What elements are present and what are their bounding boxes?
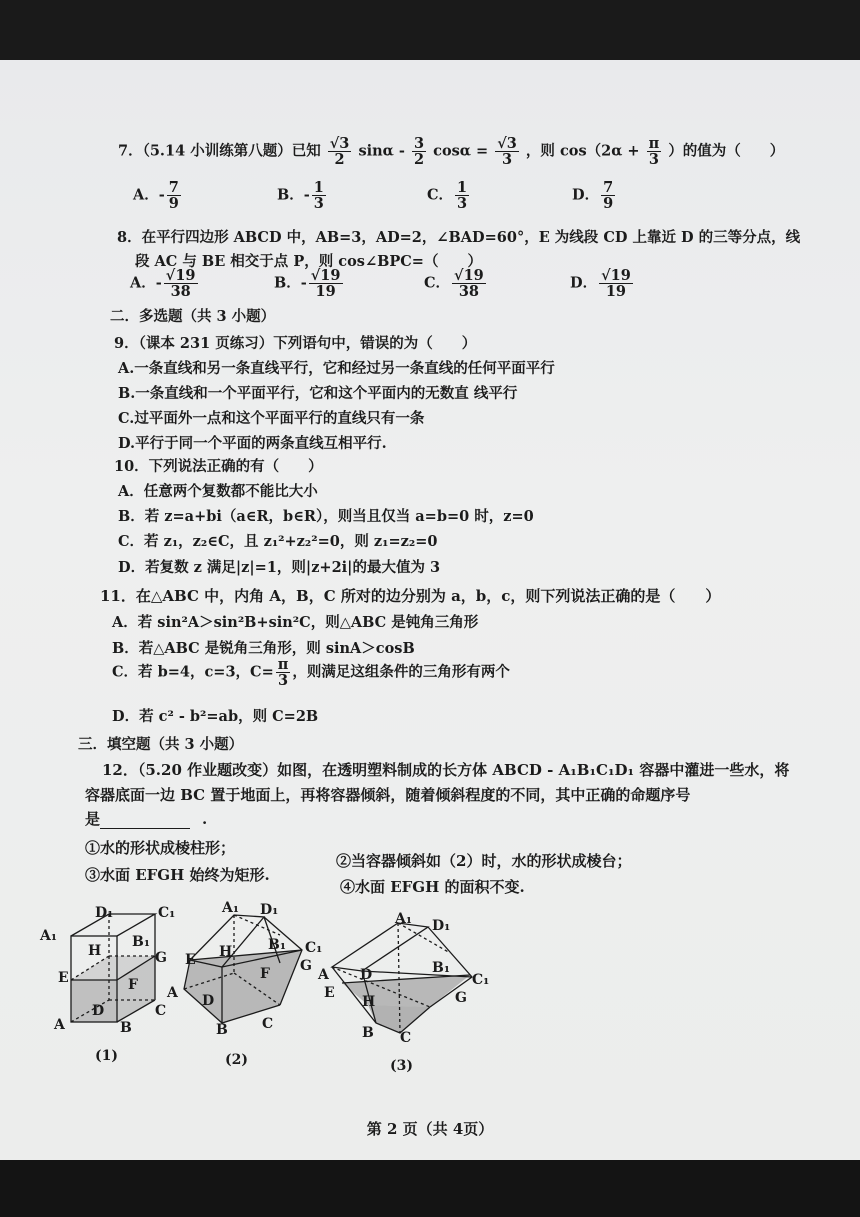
figure-1-caption: (1) (95, 1048, 118, 1064)
label-b1: B₁ (268, 937, 286, 953)
label-d: D (202, 993, 215, 1009)
label-c1: C₁ (472, 972, 490, 988)
q11-option-a: A．若 sin²A＞sin²B+sin²C，则△ABC 是钝角三角形 (112, 614, 479, 631)
section-2-heading: 二．多选题（共 3 小题） (110, 308, 276, 325)
label-d1: D₁ (95, 905, 114, 921)
figure-1-box (55, 910, 175, 1040)
label-d: D (360, 967, 373, 983)
label-a: A (318, 967, 329, 983)
label-c1: C₁ (158, 905, 176, 921)
label-a1: A₁ (40, 928, 57, 944)
label-d: D (92, 1003, 105, 1019)
q8-option-c: C． $\frac{√19}{38}$ (424, 267, 484, 301)
q10-option-d: D．若复数 z 满足|z|=1，则|z+2i|的最大值为 3 (118, 559, 441, 576)
label-a1: A₁ (395, 911, 412, 927)
label-h: H (362, 994, 376, 1010)
label-g: G (155, 950, 167, 966)
fraction: $\frac{3}{2}$ (413, 135, 425, 169)
q10-option-b: B．若 z=a+bi（a∈R，b∈R），则当且仅当 a=b=0 时，z=0 (118, 508, 534, 525)
label-e: E (58, 970, 69, 986)
scan-border (0, 1160, 860, 1217)
q11-option-b: B．若△ABC 是锐角三角形，则 sinA＞cosB (112, 640, 415, 657)
label-c1: C₁ (305, 940, 323, 956)
question-7: 7．（5.14 小训练第八题）已知 $\frac{√3}{2}$ sinα - $\frac{3}{2}$ cosα = $\frac{√3}{3}$ ，则 cos（2α + $\frac{\pi}{3}$ ）的值为（ ） (118, 135, 785, 169)
fraction: $\frac{\pi}{3}$ (648, 135, 660, 169)
question-8-line-1: 8．在平行四边形 ABCD 中，AB=3，AD=2，∠BAD=60°，E 为线段 CD 上靠近 D 的三等分点，线 (117, 229, 801, 246)
label-b: B (362, 1025, 374, 1041)
q9-option-d: D.平行于同一个平面的两条直线互相平行. (118, 435, 387, 452)
label-d1: D₁ (260, 902, 279, 918)
label-a: A (54, 1017, 65, 1033)
q8-option-a: A．- $\frac{√19}{38}$ (130, 267, 196, 301)
q7-stem: 7．（5.14 小训练第八题）已知 (118, 142, 321, 160)
figure-2-caption: (2) (225, 1052, 248, 1068)
q7-option-a: A．- $\frac{7}{9}$ (133, 179, 179, 213)
label-d1: D₁ (432, 918, 451, 934)
answer-blank (100, 814, 190, 829)
page-footer: 第 2 页（共 4页） (366, 1120, 494, 1138)
label-e: E (324, 985, 335, 1001)
label-a1: A₁ (222, 900, 239, 916)
q11-option-c: C．若 b=4，c=3，C= $\frac{\pi}{3}$ ，则满足这组条件的三角形有两个 (112, 656, 510, 690)
label-c: C (262, 1016, 274, 1032)
q11-option-d: D．若 c² - b²=ab，则 C=2B (112, 708, 319, 725)
label-g: G (455, 990, 467, 1006)
question-12-line-1: 12．（5.20 作业题改变）如图，在透明塑料制成的长方体 ABCD - A₁B₁C₁D₁ 容器中灌进一些水，将 (102, 761, 790, 779)
statement-3: ③水面 EFGH 始终为矩形. (85, 866, 270, 884)
label-c: C (155, 1003, 167, 1019)
label-c: C (400, 1030, 412, 1046)
fraction: $\frac{√3}{2}$ (329, 135, 350, 169)
q9-option-c: C.过平面外一点和这个平面平行的直线只有一条 (118, 410, 425, 427)
label-b1: B₁ (432, 960, 450, 976)
q7-option-d: D． $\frac{7}{9}$ (572, 179, 614, 213)
statement-1: ①水的形状成棱柱形； (85, 839, 236, 857)
question-12-line-2: 容器底面一边 BC 置于地面上，再将容器倾斜，随着倾斜程度的不同，其中正确的命题序号 (85, 786, 691, 804)
question-10: 10．下列说法正确的有（ ） (114, 458, 323, 475)
statement-4: ④水面 EFGH 的面积不变. (340, 878, 525, 896)
label-f: F (260, 966, 270, 982)
label-b: B (120, 1020, 132, 1036)
q7-option-c: C． $\frac{1}{3}$ (427, 179, 468, 213)
label-e: E (185, 952, 196, 968)
label-b1: B₁ (132, 934, 150, 950)
figure-3-caption: (3) (390, 1058, 413, 1074)
question-12-line-3: 是 . (85, 810, 208, 828)
label-h: H (88, 943, 102, 959)
label-g: G (300, 958, 312, 974)
q10-option-c: C．若 z₁，z₂∈C，且 z₁²+z₂²=0，则 z₁=z₂=0 (118, 533, 438, 550)
q7-option-b: B．- $\frac{1}{3}$ (277, 179, 324, 213)
q8-option-d: D． $\frac{√19}{19}$ (570, 267, 631, 301)
fraction: $\frac{√3}{3}$ (497, 135, 517, 169)
q9-option-b: B.一条直线和一个平面平行，它和这个平面内的无数直 线平行 (118, 385, 518, 402)
label-b: B (216, 1022, 228, 1038)
label-h: H (219, 944, 233, 960)
q8-option-b: B．- $\frac{√19}{19}$ (274, 267, 341, 301)
question-11: 11．在△ABC 中，内角 A，B，C 所对的边分别为 a，b，c，则下列说法正确的是（ ） (100, 587, 721, 605)
q10-option-a: A．任意两个复数都不能比大小 (118, 483, 318, 500)
label-a: A (167, 985, 178, 1001)
question-8-line-2: 段 AC 与 BE 相交于点 P，则 cos∠BPC=（ ） (135, 253, 482, 270)
statement-2: ②当容器倾斜如（2）时，水的形状成棱台； (336, 852, 632, 870)
q9-option-a: A.一条直线和另一条直线平行，它和经过另一条直线的任何平面平行 (118, 360, 555, 377)
label-f: F (128, 977, 138, 993)
section-3-heading: 三．填空题（共 3 小题） (78, 736, 244, 753)
question-9: 9．（课本 231 页练习）下列语句中，错误的为（ ） (114, 335, 477, 352)
